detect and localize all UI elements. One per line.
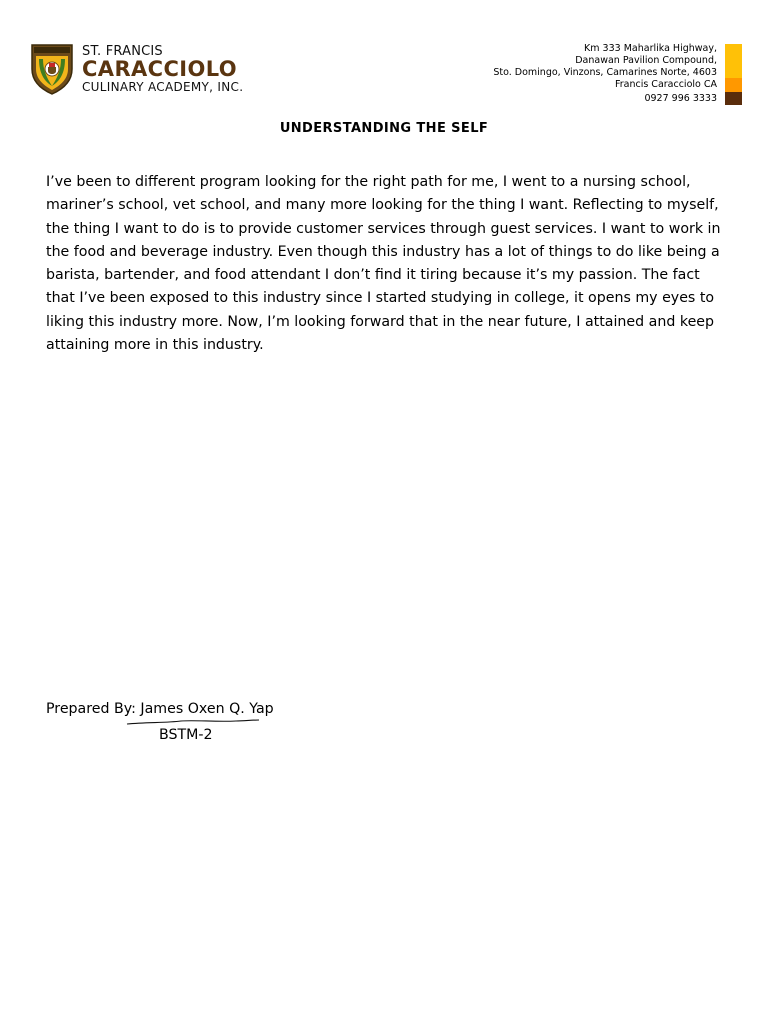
- essay-paragraph: I’ve been to different program looking for the right path for me, I went to a nursing school, mariner’s school, vet school, and many more looking for the thing I want. Reflecting to myself, the thing I want to do is to provide customer services through guest services. I want to work in the food and beverage industry. Even though this industry has a lot of things to do like being a barista, bartender, and food attendant I don’t find it tiring because it’s my passion. The fact that I’ve been exposed to this industry since I started studying in college, it opens my eyes to liking this industry more. Now, I’m looking forward that in the near future, I attained and keep attaining more in this industry.: [46, 174, 721, 354]
- class-section: BSTM-2: [159, 727, 213, 743]
- letterhead: [0, 0, 768, 110]
- address-line-2: Danawan Pavilion Compound,: [575, 55, 717, 66]
- color-stripe-yellow: [725, 44, 742, 78]
- school-address: [417, 43, 717, 105]
- address-line-3: Sto. Domingo, Vinzons, Camarines Norte, 4603: [493, 67, 717, 78]
- color-stripe-orange: [725, 78, 742, 92]
- prepared-by: Prepared By: James Oxen Q. Yap: [46, 701, 274, 717]
- address-line-4: Francis Caracciolo CA: [614, 79, 717, 90]
- school-name-line2: CARACCIOLO: [82, 57, 238, 81]
- school-name-line3: CULINARY ACADEMY, INC.: [82, 80, 244, 94]
- school-name: [82, 44, 322, 95]
- document-title: UNDERSTANDING THE SELF: [279, 121, 489, 136]
- phone-number: 0927 996 3333: [644, 93, 717, 104]
- school-crest-logo: [30, 43, 74, 95]
- school-name-line1: ST. FRANCIS: [82, 44, 163, 59]
- address-line-1: Km 333 Maharlika Highway,: [584, 43, 717, 54]
- color-stripe-brown: [725, 92, 742, 105]
